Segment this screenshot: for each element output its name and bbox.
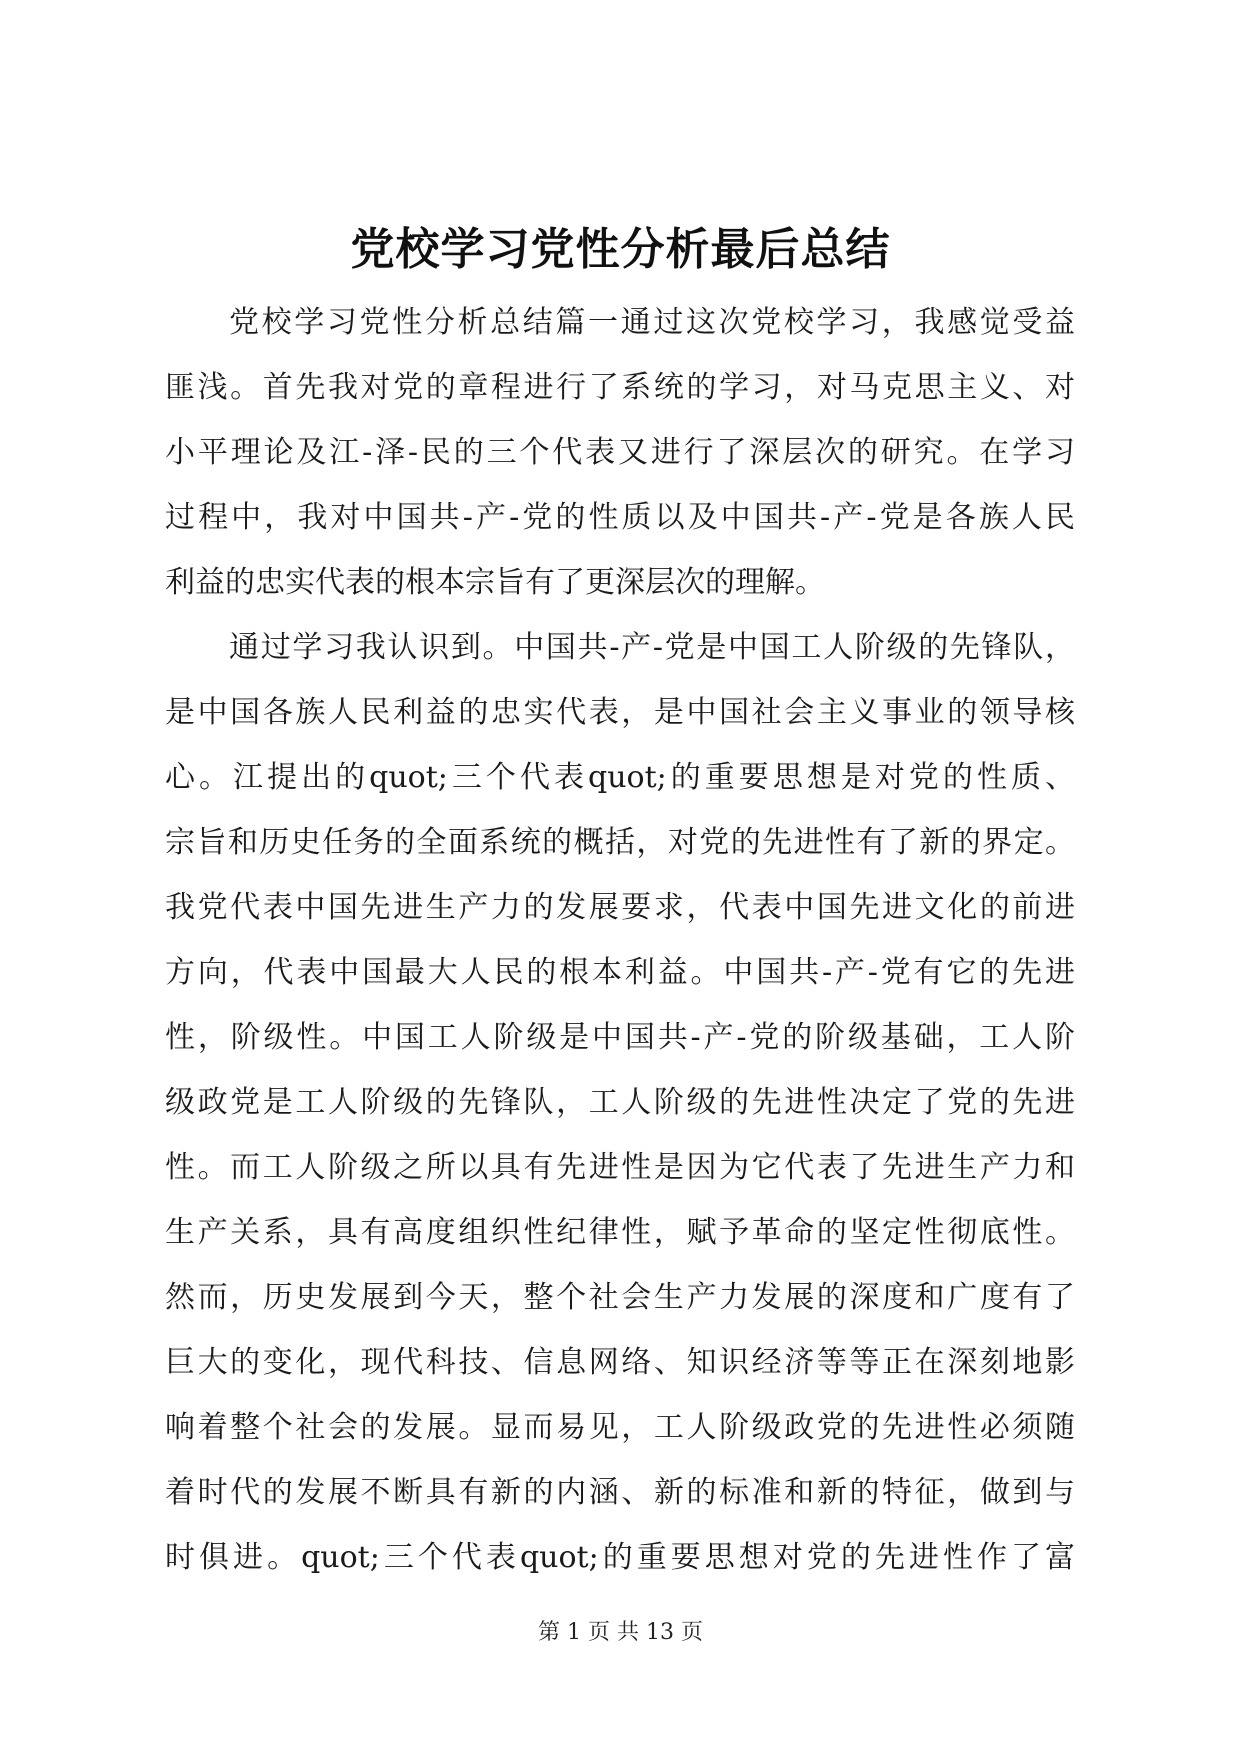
document-body xyxy=(165,290,1075,1590)
text-line: 巨大的变化，现代科技、信息网络、知识经济等等正在深刻地影 xyxy=(165,1345,1075,1380)
text-line: 过程中，我对中国共-产-党的性质以及中国共-产-党是各族人民 xyxy=(165,500,1075,535)
text-line: 匪浅。首先我对党的章程进行了系统的学习，对马克思主义、对 xyxy=(165,370,1075,405)
text-line: 时俱进。quot;三个代表quot;的重要思想对党的先进性作了富 xyxy=(165,1540,1075,1575)
text-line: 性，阶级性。中国工人阶级是中国共-产-党的阶级基础，工人阶 xyxy=(165,1020,1075,1055)
text-line: 我党代表中国先进生产力的发展要求，代表中国先进文化的前进 xyxy=(165,890,1075,925)
text-line: 宗旨和历史任务的全面系统的概括，对党的先进性有了新的界定。 xyxy=(165,825,1075,860)
document-title: 党校学习党性分析最后总结 xyxy=(350,224,891,275)
text-line: 级政党是工人阶级的先锋队，工人阶级的先进性决定了党的先进 xyxy=(165,1085,1075,1120)
text-line: 党校学习党性分析总结篇一通过这次党校学习，我感觉受益 xyxy=(229,305,1075,340)
text-line: 利益的忠实代表的根本宗旨有了更深层次的理解。 xyxy=(165,565,825,600)
text-line: 小平理论及江-泽-民的三个代表又进行了深层次的研究。在学习 xyxy=(165,435,1075,470)
text-line: 响着整个社会的发展。显而易见，工人阶级政党的先进性必须随 xyxy=(165,1410,1075,1445)
text-line: 然而，历史发展到今天，整个社会生产力发展的深度和广度有了 xyxy=(165,1280,1075,1315)
page-number-footer: 第 1 页 共 13 页 xyxy=(538,1620,703,1645)
text-line: 生产关系，具有高度组织性纪律性，赋予革命的坚定性彻底性。 xyxy=(165,1215,1075,1250)
text-line: 着时代的发展不断具有新的内涵、新的标准和新的特征，做到与 xyxy=(165,1475,1075,1510)
text-line: 性。而工人阶级之所以具有先进性是因为它代表了先进生产力和 xyxy=(165,1150,1075,1185)
text-line: 是中国各族人民利益的忠实代表，是中国社会主义事业的领导核 xyxy=(165,695,1075,730)
text-line: 通过学习我认识到。中国共-产-党是中国工人阶级的先锋队， xyxy=(229,630,1075,665)
text-line: 心。江提出的quot;三个代表quot;的重要思想是对党的性质、 xyxy=(165,760,1075,795)
text-line: 方向，代表中国最大人民的根本利益。中国共-产-党有它的先进 xyxy=(165,955,1075,990)
